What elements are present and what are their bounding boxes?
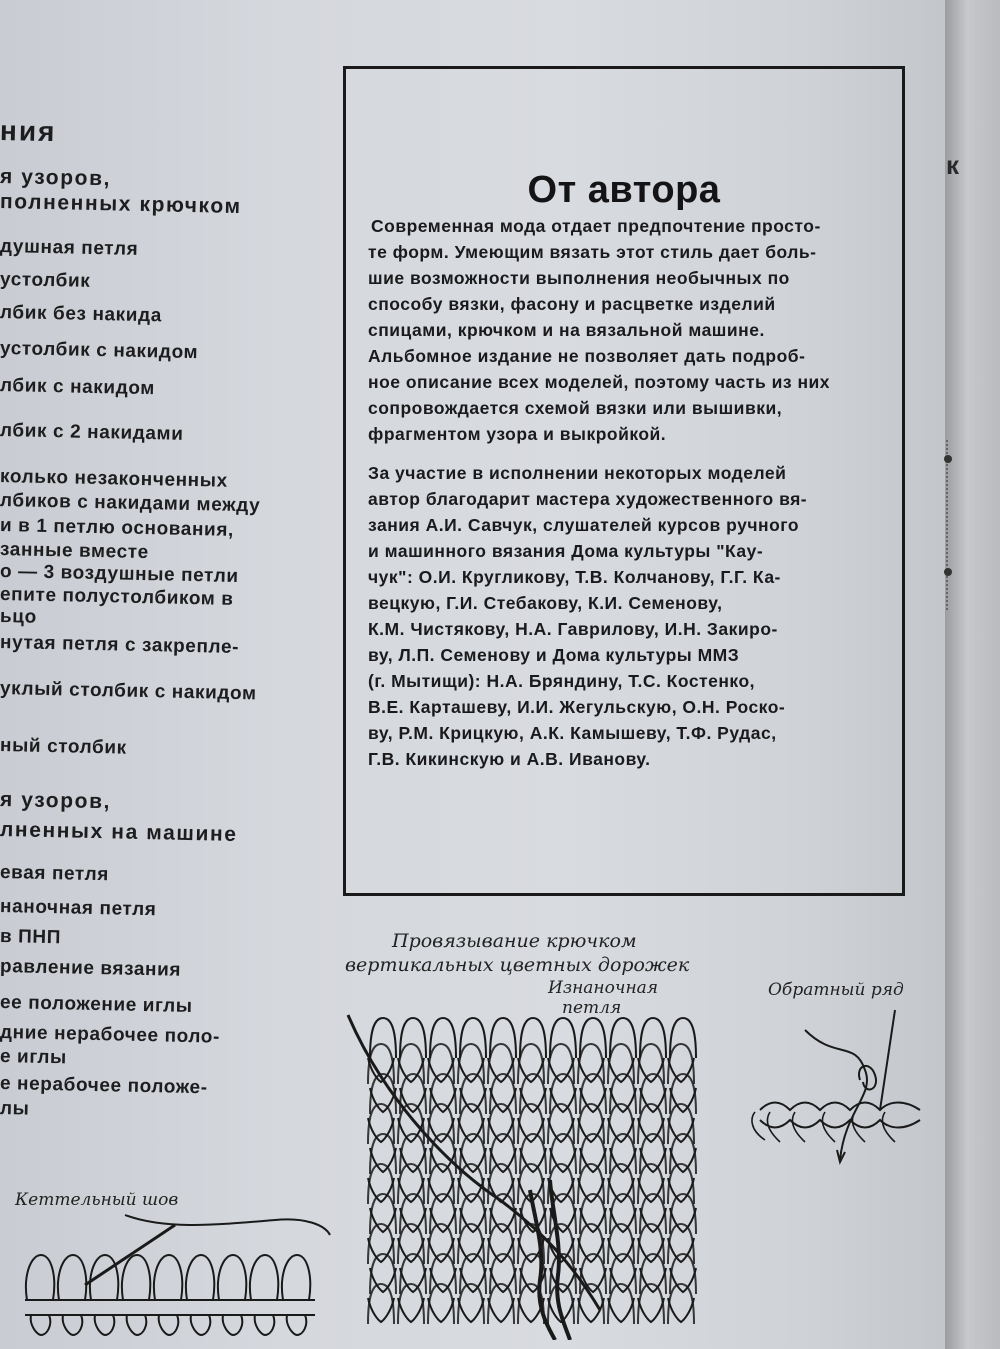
list-item: ный столбик [0,735,127,759]
list-item: устолбик с накидом [0,338,199,364]
caption-kettle-stitch: Кеттельный шов [15,1190,179,1210]
section2-title: лненных на машине [0,818,238,846]
yarn-strand [125,1215,330,1235]
left-heading: ния [0,115,57,148]
yarn-strand [805,1030,867,1160]
paragraph-line: и машинного вязания Дома культуры "Кау- [368,541,764,561]
caption-purl-loop: Изнаночная [548,978,659,998]
needle [85,1225,175,1285]
list-item: и в 1 петлю основания, [0,515,235,541]
left-column [0,0,330,1180]
paragraph-line: вецкую, Г.И. Стебакову, К.И. Семенову, [368,593,723,613]
caption-reverse-row: Обратный ряд [768,980,904,1000]
paragraph-line: фрагментом узора и выкройкой. [368,424,667,444]
list-item: душная петля [0,236,139,260]
paragraph-line: сопровождается схемой вязки или вышивки, [368,398,783,418]
section1-title: я узоров, [0,165,112,191]
list-item: устолбик [0,269,91,292]
author-note-title: От автора [527,169,721,211]
next-page-edge [945,0,1000,1349]
list-item: лы [0,1098,30,1120]
paragraph-line: спицами, крючком и на вязальной машине. [368,320,765,340]
paragraph-line: чук": О.И. Кругликову, Т.В. Колчанову, Г.Г. Ка- [368,567,781,587]
knitting-needle [880,1010,895,1110]
list-item: лбик с 2 накидами [0,420,184,445]
section2-title: я узоров, [0,788,112,814]
list-item: колько незаконченных [0,466,228,492]
caption-purl-loop: петля [562,998,622,1018]
list-item: занные вместе [0,539,150,564]
paragraph-line: Альбомное издание не позволяет дать подроб- [368,346,806,366]
binding-staple [944,455,952,463]
list-item: о — 3 воздушные петли [0,561,239,587]
paragraph-line: ву, Л.П. Семенову и Дома культуры ММЗ [368,645,740,665]
list-item: в ПНП [0,926,62,949]
paragraph-line: Г.В. Кикинскую и А.В. Иванову. [368,749,651,769]
knit-stitch-grid [368,1018,696,1324]
list-item: уклый столбик с накидом [0,678,257,705]
author-note-box [343,66,905,896]
next-page-glyph: к [946,150,960,180]
paragraph-line: автор благодарит мастера художественного вя- [368,489,808,509]
paragraph-line: ное описание всех моделей, поэтому часть из них [368,372,831,392]
paragraph-line: В.Е. Карташеву, И.И. Жегульскую, О.Н. Роско- [368,697,786,717]
paragraph-line: (г. Мытищи): Н.А. Бряндину, Т.С. Костенко, [368,671,756,691]
list-item: ее положение иглы [0,992,193,1018]
paragraph-line: К.М. Чистякову, Н.А. Гаврилову, И.Н. Закиро- [368,619,778,639]
list-item: нутая петля с закрепле- [0,632,240,659]
list-item: равление вязания [0,956,182,981]
paragraph-line: ву, Р.М. Крицкую, А.К. Камышеву, Т.Ф. Рудас, [368,723,777,743]
paragraph-line: шие возможности выполнения необычных по [368,268,790,288]
list-item: наночная петля [0,896,157,921]
section1-title: полненных крючком [0,190,242,219]
caption-main: вертикальных цветных дорожек [345,954,690,976]
paragraph-line: За участие в исполнении некоторых моделей [368,463,787,483]
knit-diagram [340,1010,720,1340]
list-item: лбиков с накидами между [0,490,261,517]
stitch-row [752,1066,920,1142]
list-item: евая петля [0,862,110,886]
paragraph-line: способу вязки, фасону и расцветке изделий [368,294,776,314]
reverse-row-diagram [745,1000,945,1180]
kettle-loop-row [26,1255,310,1335]
kettle-stitch-diagram [15,1205,335,1345]
paragraph-line: Современная мода отдает предпочтение просто- [371,216,821,236]
binding-staple [944,568,952,576]
list-item: е иглы [0,1046,68,1069]
caption-main: Провязывание крючком [392,930,637,952]
list-item: дние нерабочее поло- [0,1022,221,1048]
list-item: е нерабочее положе- [0,1073,208,1099]
paragraph-line: те форм. Умеющим вязать этот стиль дает боль- [368,242,817,262]
paragraph-line: зания А.И. Савчук, слушателей курсов ручного [368,515,800,535]
binding-stitches [946,440,950,610]
yarn-strand [348,1015,600,1310]
list-item: лбик с накидом [0,375,156,400]
list-item: ьцо [0,606,38,628]
list-item: лбик без накида [0,302,163,327]
list-item: епите полустолбиком в [0,584,234,610]
